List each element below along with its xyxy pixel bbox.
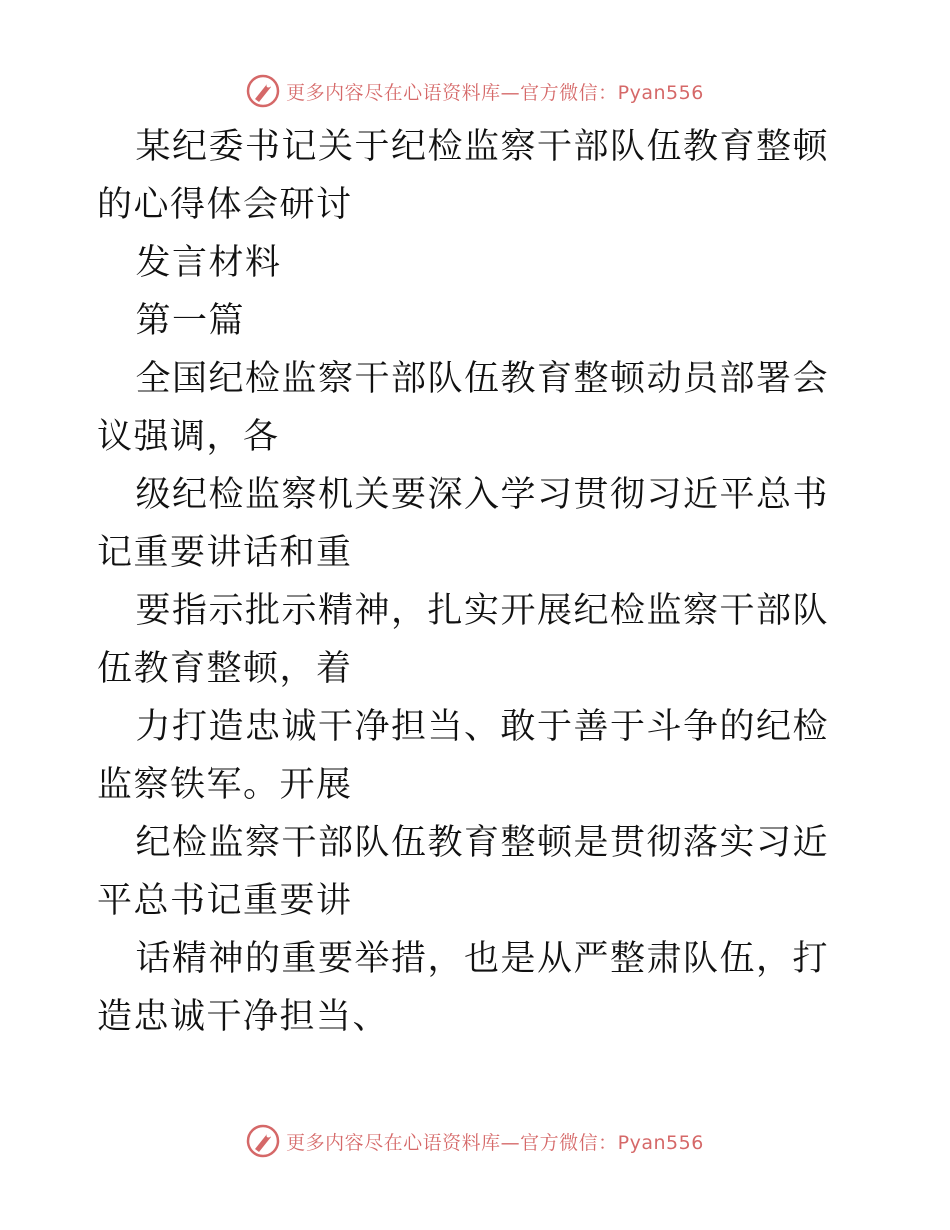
watermark-text: 更多内容尽在心语资料库—官方微信：Pyan556 xyxy=(286,1131,704,1154)
header-watermark xyxy=(0,74,950,108)
document-body xyxy=(97,118,857,1046)
document-title: 某纪委书记关于纪检监察干部队伍教育整顿的心得体会研讨 xyxy=(97,127,830,225)
fountain-pen-seal-icon xyxy=(246,1124,280,1158)
paragraph: 话精神的重要举措，也是从严整肃队伍，打造忠诚干净担当、 xyxy=(97,939,830,1037)
section-heading: 第一篇 xyxy=(135,301,246,341)
paragraph: 全国纪检监察干部队伍教育整顿动员部署会议强调，各 xyxy=(97,359,830,457)
fountain-pen-seal-icon xyxy=(246,74,280,108)
watermark-text: 更多内容尽在心语资料库—官方微信：Pyan556 xyxy=(286,81,704,104)
paragraph: 级纪检监察机关要深入学习贯彻习近平总书记重要讲话和重 xyxy=(97,475,830,573)
paragraph: 纪检监察干部队伍教育整顿是贯彻落实习近平总书记重要讲 xyxy=(97,823,830,921)
document-subtitle: 发言材料 xyxy=(135,243,282,283)
paragraph: 力打造忠诚干净担当、敢于善于斗争的纪检监察铁军。开展 xyxy=(97,707,830,805)
paragraph: 要指示批示精神，扎实开展纪检监察干部队伍教育整顿，着 xyxy=(97,591,830,689)
footer-watermark xyxy=(0,1124,950,1158)
